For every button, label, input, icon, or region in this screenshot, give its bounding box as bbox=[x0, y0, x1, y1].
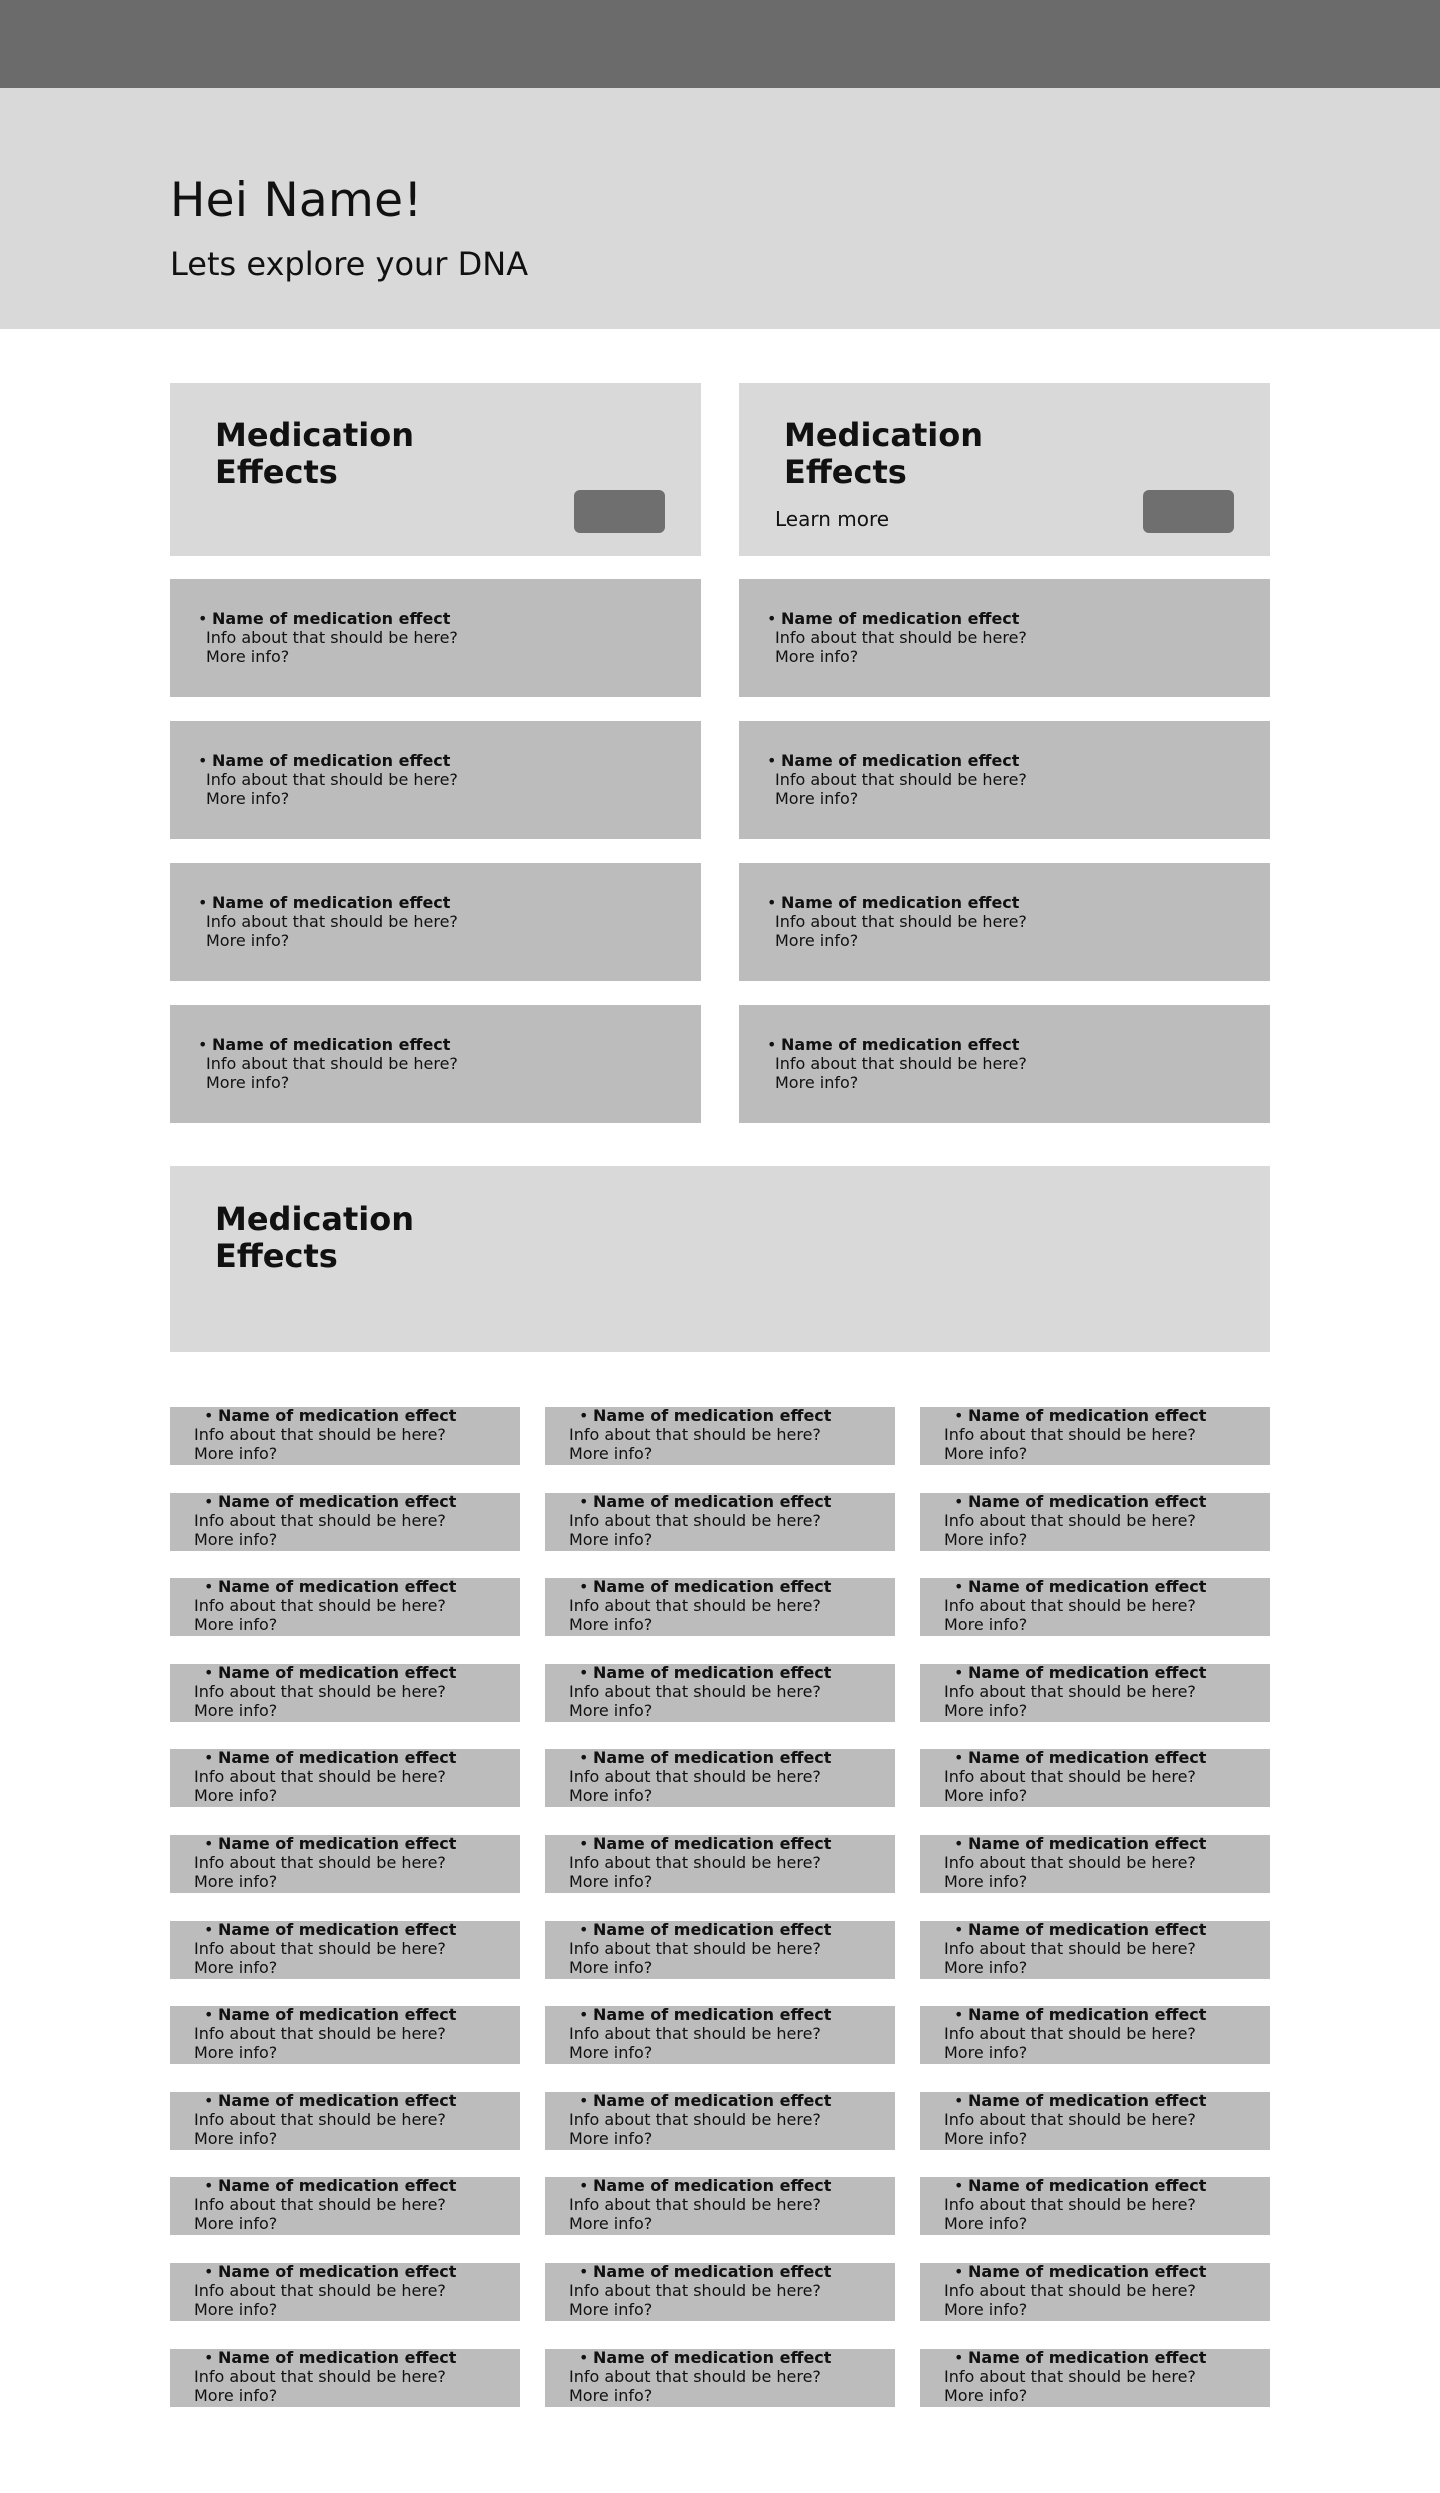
effect-more-link[interactable]: More info? bbox=[944, 1786, 1028, 1805]
medication-effect-item[interactable] bbox=[170, 1493, 520, 1551]
effect-more-link[interactable]: More info? bbox=[944, 2214, 1028, 2233]
effect-name: • Name of medication effect bbox=[968, 1920, 1206, 1939]
medication-effect-item[interactable] bbox=[920, 2349, 1270, 2407]
medication-effect-item[interactable] bbox=[170, 2263, 520, 2321]
effect-more-link[interactable]: More info? bbox=[944, 2129, 1028, 2148]
medication-effect-item[interactable] bbox=[545, 2092, 895, 2150]
effect-name: • Name of medication effect bbox=[593, 1663, 831, 1682]
effect-name: • Name of medication effect bbox=[593, 2262, 831, 2281]
effect-more-link[interactable]: More info? bbox=[569, 2129, 653, 2148]
medication-effect-item[interactable] bbox=[170, 721, 701, 839]
effect-name: • Name of medication effect bbox=[968, 1406, 1206, 1425]
medication-effect-item[interactable] bbox=[920, 2263, 1270, 2321]
effect-more-link[interactable]: More info? bbox=[569, 1701, 653, 1720]
effect-name: • Name of medication effect bbox=[593, 1406, 831, 1425]
medication-effect-item[interactable] bbox=[920, 2092, 1270, 2150]
effect-name: • Name of medication effect bbox=[218, 1663, 456, 1682]
effect-more-link[interactable]: More info? bbox=[194, 2043, 278, 2062]
effect-more-link[interactable]: More info? bbox=[944, 1958, 1028, 1977]
medication-effect-item[interactable] bbox=[739, 721, 1270, 839]
medication-effect-item[interactable] bbox=[545, 2349, 895, 2407]
effect-name: • Name of medication effect bbox=[212, 609, 450, 628]
effect-more-link[interactable]: More info? bbox=[944, 1530, 1028, 1549]
effect-name: • Name of medication effect bbox=[218, 2262, 456, 2281]
greeting-subtitle: Lets explore your DNA bbox=[170, 245, 529, 283]
effect-more-link[interactable]: More info? bbox=[569, 1872, 653, 1891]
medication-effects-card-right bbox=[739, 383, 1270, 556]
medication-effect-item[interactable] bbox=[920, 1835, 1270, 1893]
effect-more-link[interactable]: More info? bbox=[194, 1872, 278, 1891]
effect-info: Info about that should be here? bbox=[569, 2110, 821, 2129]
effect-more-link[interactable]: More info? bbox=[194, 2300, 278, 2319]
effect-name: • Name of medication effect bbox=[593, 2091, 831, 2110]
effect-info: Info about that should be here? bbox=[944, 2110, 1196, 2129]
effect-info: Info about that should be here? bbox=[944, 1425, 1196, 1444]
effect-more-link[interactable]: More info? bbox=[944, 2300, 1028, 2319]
medication-effect-item[interactable] bbox=[920, 1749, 1270, 1807]
effect-name: • Name of medication effect bbox=[218, 1577, 456, 1596]
effect-info: Info about that should be here? bbox=[194, 1682, 446, 1701]
effect-info: Info about that should be here? bbox=[569, 2281, 821, 2300]
effect-name: • Name of medication effect bbox=[218, 1834, 456, 1853]
effect-more-link[interactable]: More info? bbox=[206, 789, 290, 808]
effect-info: Info about that should be here? bbox=[194, 2195, 446, 2214]
effect-name: • Name of medication effect bbox=[218, 2348, 456, 2367]
greeting-heading: Hei Name! bbox=[170, 173, 423, 228]
effect-name: • Name of medication effect bbox=[212, 893, 450, 912]
effect-info: Info about that should be here? bbox=[775, 770, 1027, 789]
effect-info: Info about that should be here? bbox=[944, 1511, 1196, 1530]
card-action-button-right[interactable] bbox=[1143, 490, 1234, 533]
effect-name: • Name of medication effect bbox=[781, 893, 1019, 912]
effect-info: Info about that should be here? bbox=[944, 2281, 1196, 2300]
effect-more-link[interactable]: More info? bbox=[569, 1444, 653, 1463]
effect-name: • Name of medication effect bbox=[593, 1920, 831, 1939]
medication-effect-item[interactable] bbox=[545, 1407, 895, 1465]
learn-more-link[interactable]: Learn more bbox=[775, 507, 890, 531]
effect-more-link[interactable]: More info? bbox=[944, 1615, 1028, 1634]
effect-info: Info about that should be here? bbox=[194, 1596, 446, 1615]
effect-info: Info about that should be here? bbox=[194, 2281, 446, 2300]
hero-banner bbox=[0, 88, 1440, 329]
effect-name: • Name of medication effect bbox=[218, 1492, 456, 1511]
effect-more-link[interactable]: More info? bbox=[206, 647, 290, 666]
effect-info: Info about that should be here? bbox=[775, 1054, 1027, 1073]
effect-info: Info about that should be here? bbox=[944, 1939, 1196, 1958]
effect-name: • Name of medication effect bbox=[593, 1748, 831, 1767]
effect-info: Info about that should be here? bbox=[569, 2195, 821, 2214]
medication-effect-item[interactable] bbox=[170, 1664, 520, 1722]
effect-info: Info about that should be here? bbox=[569, 1767, 821, 1786]
medication-effect-item[interactable] bbox=[545, 2177, 895, 2235]
effect-info: Info about that should be here? bbox=[569, 1682, 821, 1701]
medication-effect-item[interactable] bbox=[739, 1005, 1270, 1123]
medication-effect-item[interactable] bbox=[920, 2006, 1270, 2064]
effect-name: • Name of medication effect bbox=[593, 2348, 831, 2367]
effect-info: Info about that should be here? bbox=[206, 912, 458, 931]
effect-info: Info about that should be here? bbox=[944, 2024, 1196, 2043]
effect-name: • Name of medication effect bbox=[968, 2005, 1206, 2024]
medication-effect-item[interactable] bbox=[545, 1493, 895, 1551]
effect-more-link[interactable]: More info? bbox=[944, 2043, 1028, 2062]
effect-more-link[interactable]: More info? bbox=[944, 1872, 1028, 1891]
effect-name: • Name of medication effect bbox=[593, 2005, 831, 2024]
effect-more-link[interactable]: More info? bbox=[944, 2386, 1028, 2405]
medication-effect-item[interactable] bbox=[920, 1664, 1270, 1722]
effect-more-link[interactable]: More info? bbox=[194, 1530, 278, 1549]
effect-more-link[interactable]: More info? bbox=[569, 2300, 653, 2319]
effect-info: Info about that should be here? bbox=[944, 1596, 1196, 1615]
effect-name: • Name of medication effect bbox=[968, 2091, 1206, 2110]
card-action-button-left[interactable] bbox=[574, 490, 665, 533]
effect-more-link[interactable]: More info? bbox=[569, 1530, 653, 1549]
effect-info: Info about that should be here? bbox=[194, 1939, 446, 1958]
effect-more-link[interactable]: More info? bbox=[569, 2214, 653, 2233]
medication-effect-item[interactable] bbox=[170, 1578, 520, 1636]
effect-more-link[interactable]: More info? bbox=[944, 1444, 1028, 1463]
effect-info: Info about that should be here? bbox=[944, 2367, 1196, 2386]
effect-name: • Name of medication effect bbox=[968, 2348, 1206, 2367]
effect-info: Info about that should be here? bbox=[569, 2367, 821, 2386]
effect-name: • Name of medication effect bbox=[218, 1406, 456, 1425]
medication-effect-item[interactable] bbox=[920, 1493, 1270, 1551]
effect-name: • Name of medication effect bbox=[212, 1035, 450, 1054]
effect-info: Info about that should be here? bbox=[194, 2024, 446, 2043]
medication-effect-item[interactable] bbox=[170, 2006, 520, 2064]
card-title: Medication Effects bbox=[215, 416, 415, 491]
effect-more-link[interactable]: More info? bbox=[194, 1701, 278, 1720]
effect-more-link[interactable]: More info? bbox=[194, 1958, 278, 1977]
effect-more-link[interactable]: More info? bbox=[194, 1444, 278, 1463]
effect-more-link[interactable]: More info? bbox=[206, 1073, 290, 1092]
effect-info: Info about that should be here? bbox=[194, 1425, 446, 1444]
medication-effect-item[interactable] bbox=[170, 1835, 520, 1893]
effect-more-link[interactable]: More info? bbox=[569, 1615, 653, 1634]
effect-more-link[interactable]: More info? bbox=[569, 2043, 653, 2062]
medication-effect-item[interactable] bbox=[545, 2006, 895, 2064]
effect-more-link[interactable]: More info? bbox=[194, 2129, 278, 2148]
effect-info: Info about that should be here? bbox=[944, 2195, 1196, 2214]
effect-more-link[interactable]: More info? bbox=[569, 2386, 653, 2405]
effect-more-link[interactable]: More info? bbox=[775, 1073, 859, 1092]
effect-name: • Name of medication effect bbox=[968, 2176, 1206, 2195]
effect-info: Info about that should be here? bbox=[775, 628, 1027, 647]
medication-effect-item[interactable] bbox=[170, 2349, 520, 2407]
effect-more-link[interactable]: More info? bbox=[569, 1958, 653, 1977]
effect-more-link[interactable]: More info? bbox=[194, 1615, 278, 1634]
effect-more-link[interactable]: More info? bbox=[569, 1786, 653, 1805]
effect-info: Info about that should be here? bbox=[194, 1767, 446, 1786]
effect-name: • Name of medication effect bbox=[212, 751, 450, 770]
medication-effect-item[interactable] bbox=[545, 1664, 895, 1722]
effect-name: • Name of medication effect bbox=[218, 2005, 456, 2024]
medication-effects-wide-card bbox=[170, 1166, 1270, 1352]
effect-name: • Name of medication effect bbox=[781, 1035, 1019, 1054]
effect-info: Info about that should be here? bbox=[944, 1767, 1196, 1786]
effect-info: Info about that should be here? bbox=[194, 1853, 446, 1872]
effect-name: • Name of medication effect bbox=[218, 1920, 456, 1939]
medication-effect-item[interactable] bbox=[170, 863, 701, 981]
medication-effect-item[interactable] bbox=[739, 863, 1270, 981]
effect-more-link[interactable]: More info? bbox=[775, 647, 859, 666]
medication-effect-item[interactable] bbox=[170, 1921, 520, 1979]
effect-info: Info about that should be here? bbox=[944, 1682, 1196, 1701]
effect-more-link[interactable]: More info? bbox=[194, 2214, 278, 2233]
effect-name: • Name of medication effect bbox=[593, 2176, 831, 2195]
medication-effect-item[interactable] bbox=[739, 579, 1270, 697]
effect-more-link[interactable]: More info? bbox=[206, 931, 290, 950]
medication-effect-item[interactable] bbox=[920, 1921, 1270, 1979]
effect-info: Info about that should be here? bbox=[194, 2110, 446, 2129]
effect-info: Info about that should be here? bbox=[569, 2024, 821, 2043]
effect-name: • Name of medication effect bbox=[218, 1748, 456, 1767]
effect-info: Info about that should be here? bbox=[569, 1853, 821, 1872]
effect-name: • Name of medication effect bbox=[968, 1492, 1206, 1511]
medication-effect-item[interactable] bbox=[920, 1578, 1270, 1636]
effect-info: Info about that should be here? bbox=[569, 1511, 821, 1530]
effect-info: Info about that should be here? bbox=[775, 912, 1027, 931]
effect-name: • Name of medication effect bbox=[593, 1577, 831, 1596]
card-title: Medication Effects bbox=[215, 1200, 415, 1275]
medication-effect-item[interactable] bbox=[545, 2263, 895, 2321]
effect-name: • Name of medication effect bbox=[968, 1834, 1206, 1853]
medication-effect-item[interactable] bbox=[920, 1407, 1270, 1465]
medication-effect-item[interactable] bbox=[170, 1005, 701, 1123]
effect-name: • Name of medication effect bbox=[781, 609, 1019, 628]
effect-name: • Name of medication effect bbox=[968, 2262, 1206, 2281]
effect-more-link[interactable]: More info? bbox=[194, 2386, 278, 2405]
effect-name: • Name of medication effect bbox=[968, 1577, 1206, 1596]
effect-name: • Name of medication effect bbox=[781, 751, 1019, 770]
medication-effect-item[interactable] bbox=[170, 1749, 520, 1807]
effect-info: Info about that should be here? bbox=[194, 2367, 446, 2386]
effect-info: Info about that should be here? bbox=[206, 628, 458, 647]
effect-name: • Name of medication effect bbox=[218, 2091, 456, 2110]
effect-more-link[interactable]: More info? bbox=[775, 931, 859, 950]
effect-name: • Name of medication effect bbox=[968, 1663, 1206, 1682]
top-bar bbox=[0, 0, 1440, 88]
medication-effect-item[interactable] bbox=[545, 1835, 895, 1893]
medication-effect-item[interactable] bbox=[920, 2177, 1270, 2235]
effect-info: Info about that should be here? bbox=[194, 1511, 446, 1530]
effect-more-link[interactable]: More info? bbox=[194, 1786, 278, 1805]
effect-info: Info about that should be here? bbox=[569, 1596, 821, 1615]
medication-effects-card-left bbox=[170, 383, 701, 556]
medication-effect-item[interactable] bbox=[170, 1407, 520, 1465]
effect-name: • Name of medication effect bbox=[593, 1834, 831, 1853]
card-title: Medication Effects bbox=[784, 416, 984, 491]
effect-more-link[interactable]: More info? bbox=[944, 1701, 1028, 1720]
effect-info: Info about that should be here? bbox=[944, 1853, 1196, 1872]
medication-effect-item[interactable] bbox=[170, 579, 701, 697]
effect-name: • Name of medication effect bbox=[968, 1748, 1206, 1767]
effect-name: • Name of medication effect bbox=[593, 1492, 831, 1511]
effect-info: Info about that should be here? bbox=[206, 770, 458, 789]
medication-effect-item[interactable] bbox=[170, 2177, 520, 2235]
effect-name: • Name of medication effect bbox=[218, 2176, 456, 2195]
medication-effect-item[interactable] bbox=[545, 1921, 895, 1979]
effect-more-link[interactable]: More info? bbox=[775, 789, 859, 808]
medication-effect-item[interactable] bbox=[545, 1578, 895, 1636]
effect-info: Info about that should be here? bbox=[569, 1939, 821, 1958]
effect-info: Info about that should be here? bbox=[569, 1425, 821, 1444]
effect-info: Info about that should be here? bbox=[206, 1054, 458, 1073]
medication-effect-item[interactable] bbox=[170, 2092, 520, 2150]
medication-effect-item[interactable] bbox=[545, 1749, 895, 1807]
